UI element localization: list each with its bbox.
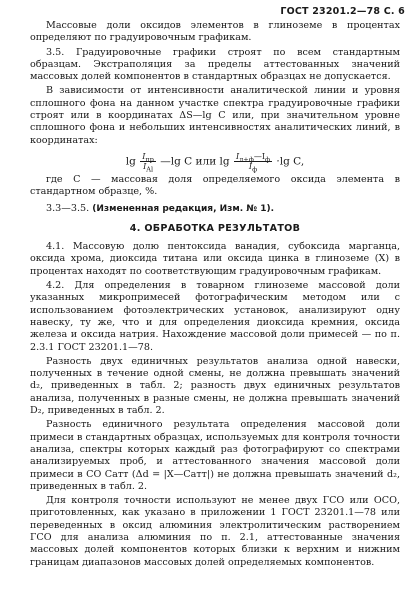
paragraph-intro: Массовые доли оксидов элементов в глиноземе в процентах определяют по градуировочным графикам.	[30, 20, 400, 44]
paragraph-4-1: 4.1. Массовую долю пентоксида ванадия, субоксида марганца, оксида хрома, диоксида титана или оксида цинка в глиноземе (X) в процентах находят по соответствующим градуировочным графикам.	[30, 241, 400, 277]
formula-lg-1: lg	[125, 155, 136, 168]
edition-text: (Измененная редакция, Изм. № 1).	[92, 203, 275, 214]
edition-prefix: 3.3—3.5.	[46, 202, 90, 214]
paragraph-4-2: 4.2. Для определения в товарном глиноземе массовой доли указанных микропримесей фотографическим методом или с использованием фотоэлектрических установок, анализируют одну навеску, ту же, что и для определения диоксида кремния, оксида железа и оксида натрия. Нахождение массовой доли примесей — по п. 2.3.1 ГОСТ 23201.1—78.	[30, 280, 400, 353]
formula-tail: ·lg C,	[276, 155, 305, 168]
fraction-1-denominator: $I_{Al}$	[143, 161, 154, 174]
fraction-1-numerator: $I_{пр}$	[142, 151, 154, 164]
fraction-2-numerator: $I_{л+ф}—I_ф$	[235, 151, 271, 164]
formula-middle: —lg C или lg	[160, 155, 230, 168]
fraction-2-denominator: $I_ф$	[248, 161, 258, 174]
paragraph-coordinates: В зависимости от интенсивности аналитической линии и уровня сплошного фона на данном участке спектра градуировочные графики строят или в координатах ΔS—lg C или, при значительном уровне сплошного фона и небольших интенсивностях аналитических линий, в координатах:	[30, 85, 400, 146]
section-title: 4. ОБРАБОТКА РЕЗУЛЬТАТОВ	[129, 222, 301, 234]
formula-definition: где C — массовая доля определяемого оксида элемента в стандартном образце, %.	[30, 173, 400, 198]
page-header: ГОСТ 23201.2—78 С. 6	[280, 6, 405, 17]
fraction-1	[140, 151, 156, 174]
paragraph-4-5: Для контроля точности используют не менее двух ГСО или ОСО, приготовленных, как указано в приложении 1 ГОСТ 23201.1—78 или переведенных в оксид алюминия электролитическим растворением ГСО для анализа алюминия по п. 2.1, аттестованные значения массовых долей компонентов которых близки к верхним и нижним границам диапазонов массовых долей определяемых компонентов.	[30, 495, 400, 568]
fraction-2	[234, 151, 272, 174]
paragraph-4-4: Разность единичного результата определения массовой доли примеси в стандартных образцах, используемых для контроля точности анализа, спектры которых каждый раз фотографируют со спектрами анализируемых проб, и аттестованного значения массовой доли примеси в СО Cатт (Δd = |X—Cатт|) не должна превышать значений d₂, приведенных в табл. 2.	[30, 419, 400, 492]
paragraph-3-5: 3.5. Градуировочные графики строят по всем стандартным образцам. Экстраполяция за пределы аттестованных значений массовых долей компонентов в стандартных образцах не допускается.	[30, 46, 400, 83]
paragraph-4-3: Разность двух единичных результатов анализа одной навески, полученных в течение одной смены, не должна превышать значений d₂, приведенных в табл. 2; разность двух единичных результатов анализа, полученных в разные смены, не должна превышать значений D₂, приведенных в табл. 2.	[30, 355, 400, 417]
formula	[30, 151, 400, 174]
body-text	[30, 20, 400, 569]
edition-note	[30, 203, 400, 215]
